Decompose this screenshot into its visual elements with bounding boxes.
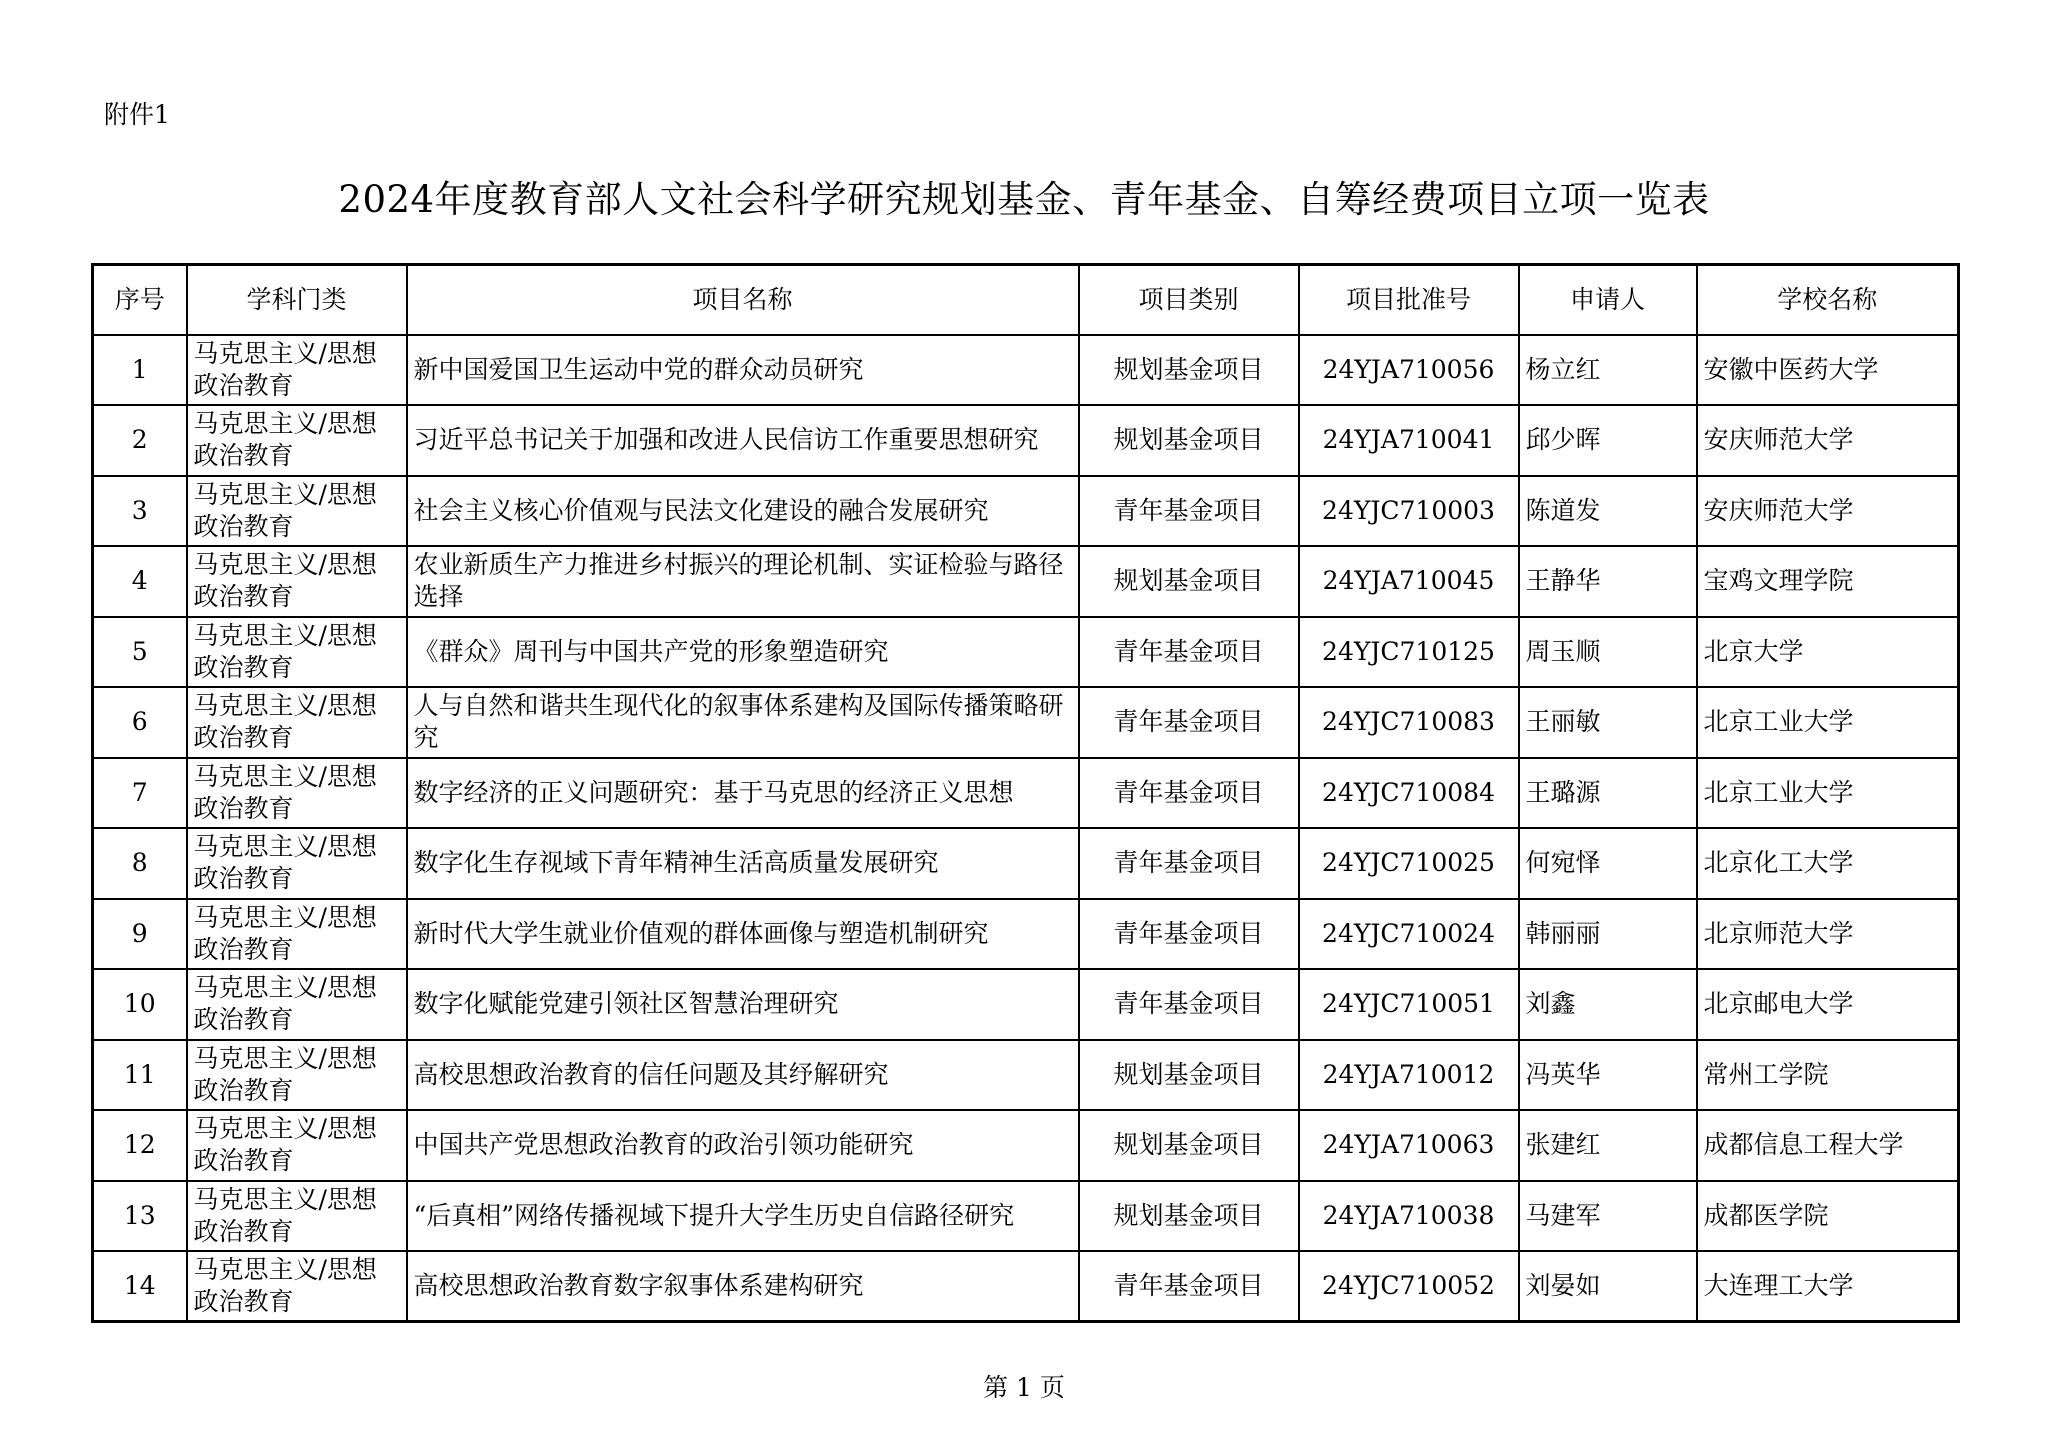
table-row [93,687,1959,758]
cell-school: 北京工业大学 [1697,758,1959,829]
table-body [93,335,1959,1322]
cell-project-type: 规划基金项目 [1079,1040,1299,1111]
cell-approval-no: 24YJC710052 [1299,1251,1519,1322]
cell-index: 10 [93,969,187,1040]
cell-subject: 马克思主义/思想政治教育 [187,1251,407,1322]
cell-project-name: 中国共产党思想政治教育的政治引领功能研究 [407,1110,1079,1181]
cell-project-type: 规划基金项目 [1079,546,1299,617]
cell-approval-no: 24YJA710063 [1299,1110,1519,1181]
cell-subject: 马克思主义/思想政治教育 [187,405,407,476]
cell-approval-no: 24YJA710045 [1299,546,1519,617]
cell-project-name: 数字化赋能党建引领社区智慧治理研究 [407,969,1079,1040]
cell-applicant: 王璐源 [1519,758,1697,829]
cell-index: 1 [93,335,187,406]
cell-applicant: 陈道发 [1519,476,1697,547]
project-table [91,263,1960,1323]
cell-applicant: 冯英华 [1519,1040,1697,1111]
cell-approval-no: 24YJC710125 [1299,617,1519,688]
cell-project-type: 青年基金项目 [1079,828,1299,899]
table-row [93,758,1959,829]
cell-school: 成都信息工程大学 [1697,1110,1959,1181]
cell-project-type: 青年基金项目 [1079,617,1299,688]
cell-school: 北京邮电大学 [1697,969,1959,1040]
cell-project-name: 农业新质生产力推进乡村振兴的理论机制、实证检验与路径选择 [407,546,1079,617]
cell-project-type: 青年基金项目 [1079,687,1299,758]
cell-approval-no: 24YJC710083 [1299,687,1519,758]
cell-applicant: 邱少晖 [1519,405,1697,476]
cell-approval-no: 24YJA710056 [1299,335,1519,406]
table-row [93,899,1959,970]
cell-project-name: 人与自然和谐共生现代化的叙事体系建构及国际传播策略研究 [407,687,1079,758]
cell-applicant: 何宛怿 [1519,828,1697,899]
header-subject: 学科门类 [187,265,407,335]
cell-school: 宝鸡文理学院 [1697,546,1959,617]
cell-applicant: 刘鑫 [1519,969,1697,1040]
cell-school: 大连理工大学 [1697,1251,1959,1322]
table-row [93,617,1959,688]
table-row [93,1040,1959,1111]
cell-index: 13 [93,1181,187,1252]
cell-applicant: 韩丽丽 [1519,899,1697,970]
table-row [93,1110,1959,1181]
cell-project-type: 规划基金项目 [1079,405,1299,476]
header-project-type: 项目类别 [1079,265,1299,335]
cell-applicant: 杨立红 [1519,335,1697,406]
cell-project-type: 青年基金项目 [1079,758,1299,829]
cell-subject: 马克思主义/思想政治教育 [187,617,407,688]
header-school: 学校名称 [1697,265,1959,335]
cell-index: 9 [93,899,187,970]
table-row [93,1251,1959,1322]
header-applicant: 申请人 [1519,265,1697,335]
document-title: 2024年度教育部人文社会科学研究规划基金、青年基金、自筹经费项目立项一览表 [338,178,1710,221]
cell-project-name: 《群众》周刊与中国共产党的形象塑造研究 [407,617,1079,688]
cell-school: 安庆师范大学 [1697,405,1959,476]
table-row [93,828,1959,899]
cell-school: 北京大学 [1697,617,1959,688]
cell-project-name: 新中国爱国卫生运动中党的群众动员研究 [407,335,1079,406]
cell-subject: 马克思主义/思想政治教育 [187,828,407,899]
cell-school: 北京师范大学 [1697,899,1959,970]
cell-subject: 马克思主义/思想政治教育 [187,969,407,1040]
page-number: 第 1 页 [983,1373,1065,1402]
cell-index: 11 [93,1040,187,1111]
cell-project-type: 青年基金项目 [1079,899,1299,970]
cell-subject: 马克思主义/思想政治教育 [187,476,407,547]
cell-project-type: 规划基金项目 [1079,335,1299,406]
table-row [93,546,1959,617]
header-approval-no: 项目批准号 [1299,265,1519,335]
cell-applicant: 王静华 [1519,546,1697,617]
cell-school: 安庆师范大学 [1697,476,1959,547]
cell-subject: 马克思主义/思想政治教育 [187,546,407,617]
table-row [93,335,1959,406]
cell-index: 7 [93,758,187,829]
cell-approval-no: 24YJC710025 [1299,828,1519,899]
cell-project-type: 青年基金项目 [1079,969,1299,1040]
cell-approval-no: 24YJA710038 [1299,1181,1519,1252]
cell-subject: 马克思主义/思想政治教育 [187,1040,407,1111]
cell-index: 6 [93,687,187,758]
cell-approval-no: 24YJA710041 [1299,405,1519,476]
cell-school: 北京化工大学 [1697,828,1959,899]
cell-subject: 马克思主义/思想政治教育 [187,899,407,970]
cell-approval-no: 24YJC710084 [1299,758,1519,829]
cell-project-type: 规划基金项目 [1079,1110,1299,1181]
table-row [93,969,1959,1040]
cell-project-name: 习近平总书记关于加强和改进人民信访工作重要思想研究 [407,405,1079,476]
cell-project-type: 青年基金项目 [1079,476,1299,547]
cell-subject: 马克思主义/思想政治教育 [187,335,407,406]
cell-school: 成都医学院 [1697,1181,1959,1252]
cell-approval-no: 24YJC710051 [1299,969,1519,1040]
table-row [93,405,1959,476]
cell-index: 2 [93,405,187,476]
cell-index: 14 [93,1251,187,1322]
cell-project-type: 规划基金项目 [1079,1181,1299,1252]
cell-applicant: 张建红 [1519,1110,1697,1181]
cell-project-name: 高校思想政治教育数字叙事体系建构研究 [407,1251,1079,1322]
cell-project-type: 青年基金项目 [1079,1251,1299,1322]
cell-project-name: 数字化生存视域下青年精神生活高质量发展研究 [407,828,1079,899]
cell-approval-no: 24YJA710012 [1299,1040,1519,1111]
cell-subject: 马克思主义/思想政治教育 [187,758,407,829]
cell-index: 8 [93,828,187,899]
cell-project-name: 新时代大学生就业价值观的群体画像与塑造机制研究 [407,899,1079,970]
cell-index: 5 [93,617,187,688]
cell-school: 安徽中医药大学 [1697,335,1959,406]
cell-project-name: 高校思想政治教育的信任问题及其纾解研究 [407,1040,1079,1111]
cell-project-name: 社会主义核心价值观与民法文化建设的融合发展研究 [407,476,1079,547]
cell-applicant: 刘晏如 [1519,1251,1697,1322]
cell-index: 4 [93,546,187,617]
cell-subject: 马克思主义/思想政治教育 [187,1181,407,1252]
cell-applicant: 周玉顺 [1519,617,1697,688]
cell-approval-no: 24YJC710024 [1299,899,1519,970]
cell-applicant: 王丽敏 [1519,687,1697,758]
cell-subject: 马克思主义/思想政治教育 [187,1110,407,1181]
cell-project-name: “后真相”网络传播视域下提升大学生历史自信路径研究 [407,1181,1079,1252]
table-header-row [93,265,1959,335]
header-project-name: 项目名称 [407,265,1079,335]
header-index: 序号 [93,265,187,335]
cell-school: 常州工学院 [1697,1040,1959,1111]
cell-project-name: 数字经济的正义问题研究：基于马克思的经济正义思想 [407,758,1079,829]
table-row [93,1181,1959,1252]
cell-index: 12 [93,1110,187,1181]
table-row [93,476,1959,547]
cell-approval-no: 24YJC710003 [1299,476,1519,547]
cell-index: 3 [93,476,187,547]
cell-subject: 马克思主义/思想政治教育 [187,687,407,758]
cell-applicant: 马建军 [1519,1181,1697,1252]
cell-school: 北京工业大学 [1697,687,1959,758]
attachment-label: 附件1 [104,100,170,129]
